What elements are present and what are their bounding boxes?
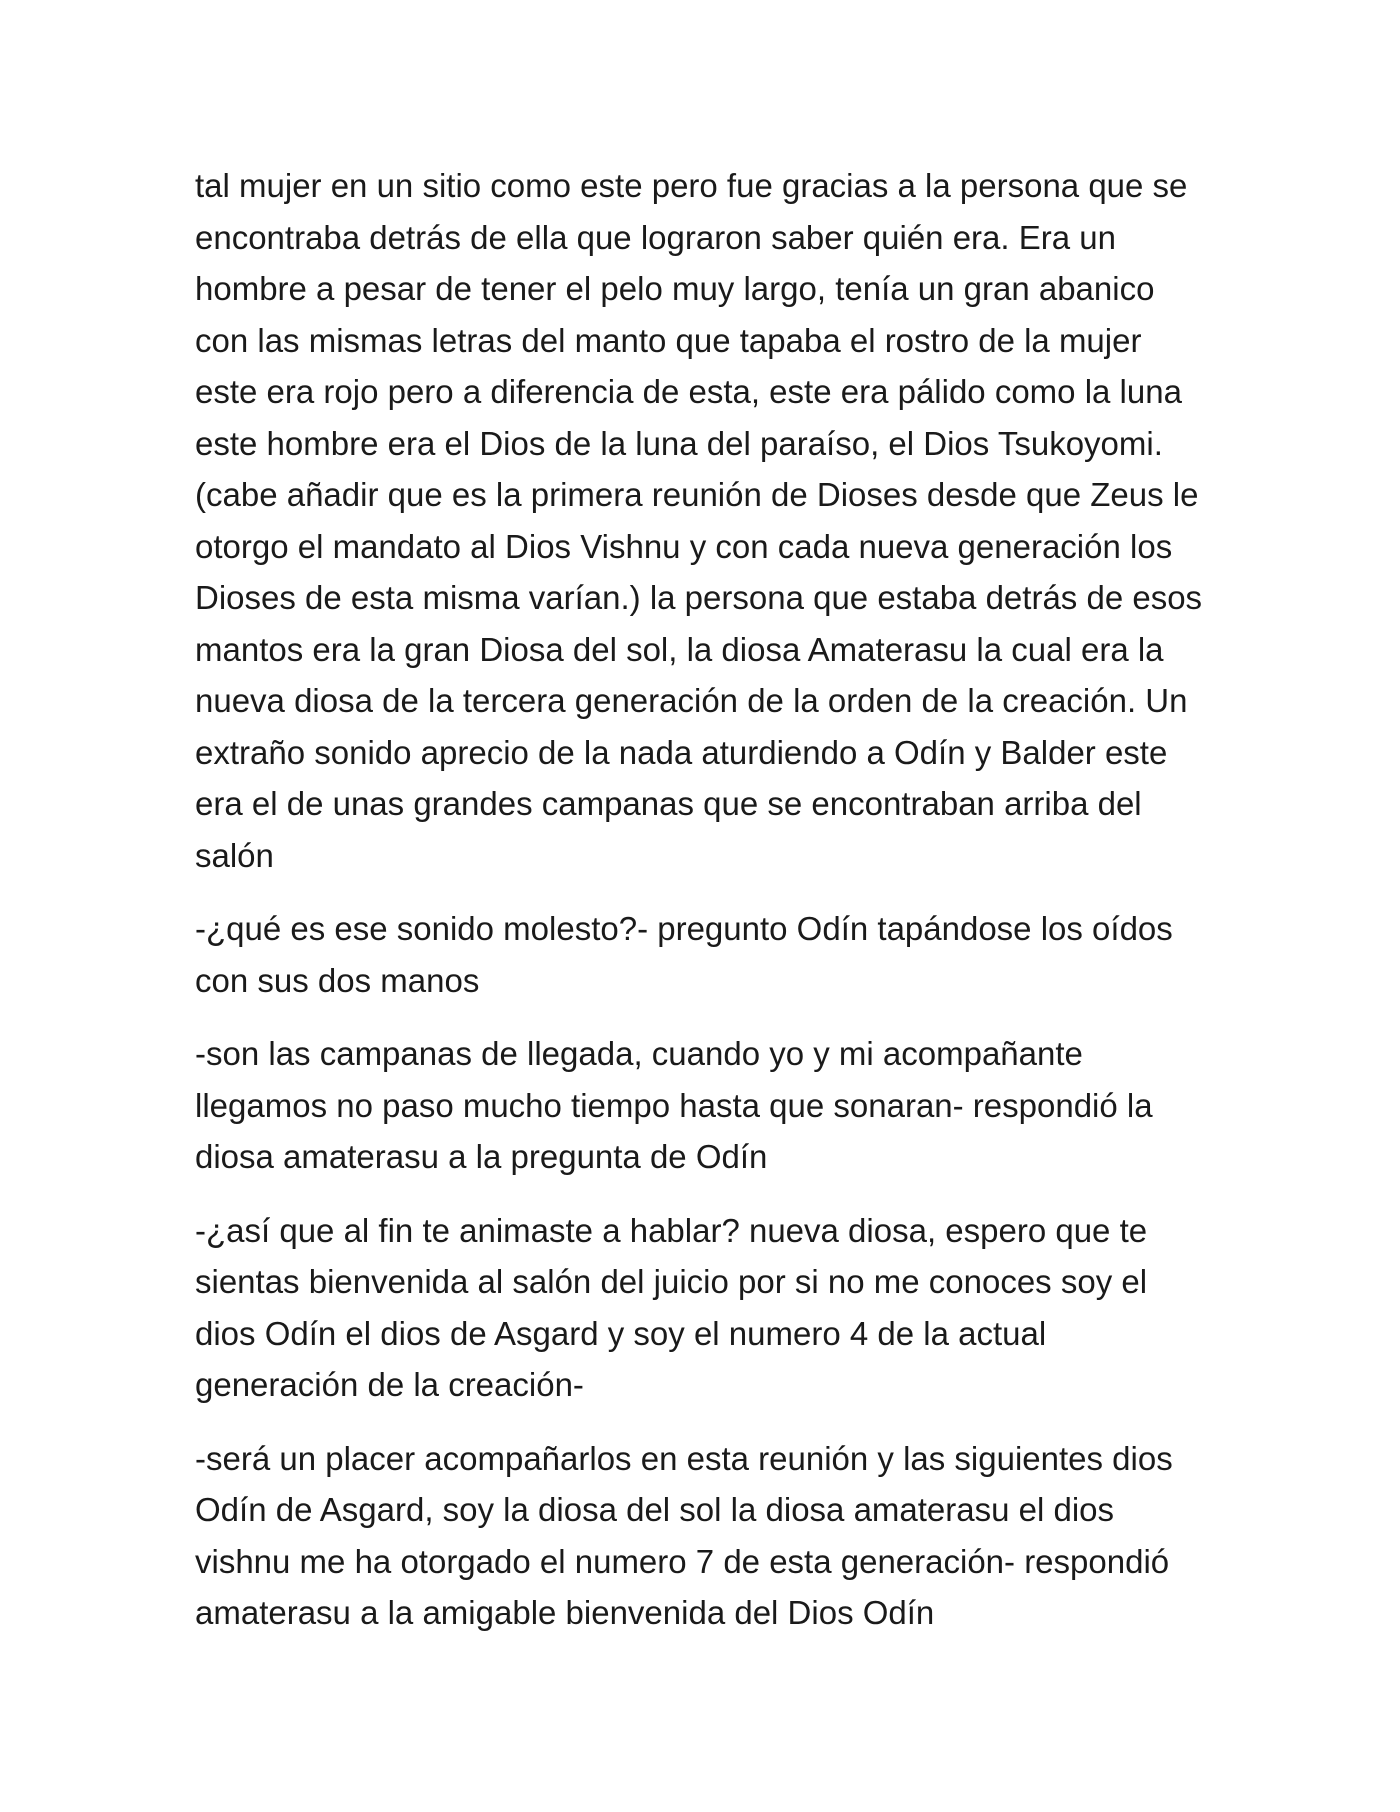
text-line: dios Odín el dios de Asgard y soy el numero 4 de la actual [195, 1314, 1047, 1352]
text-line: (cabe añadir que es la primera reunión de Dioses desde que Zeus le [195, 476, 1199, 513]
text-line: diosa amaterasu a la pregunta de Odín [195, 1138, 768, 1175]
paragraph-dialogue-odin-question [195, 903, 1215, 1006]
text-line: Dioses de esta misma varían.) la persona que estaba detrás de esos [195, 579, 1203, 616]
text-line: -será un placer acompañarlos en esta reunión y las siguientes dios [195, 1439, 1173, 1477]
text-line: extraño sonido aprecio de la nada aturdiendo a Odín y Balder este [195, 733, 1168, 771]
text-line: encontraba detrás de ella que lograron saber quién era. Era un [195, 218, 1116, 256]
paragraph-narration [195, 160, 1215, 881]
text-line: mantos era la gran Diosa del sol, la diosa Amaterasu la cual era la [195, 630, 1164, 668]
paragraph-dialogue-amaterasu-answer [195, 1028, 1215, 1183]
document-body [195, 160, 1215, 1661]
text-line: con las mismas letras del manto que tapaba el rostro de la mujer [195, 321, 1142, 359]
text-line: generación de la creación- [195, 1366, 584, 1403]
text-line: -son las campanas de llegada, cuando yo y mi acompañante [195, 1035, 1083, 1072]
text-line: llegamos no paso mucho tiempo hasta que sonaran- respondió la [195, 1086, 1153, 1124]
paragraph-dialogue-odin-welcome [195, 1205, 1215, 1411]
text-line: amaterasu a la amigable bienvenida del Dios Odín [195, 1594, 935, 1631]
text-line: hombre a pesar de tener el pelo muy largo, tenía un gran abanico [195, 270, 1155, 307]
text-line: sientas bienvenida al salón del juicio por si no me conoces soy el [195, 1263, 1148, 1300]
text-line: Odín de Asgard, soy la diosa del sol la diosa amaterasu el dios [195, 1491, 1115, 1528]
text-line: este era rojo pero a diferencia de esta, este era pálido como la luna [195, 373, 1182, 410]
text-line: otorgo el mandato al Dios Vishnu y con cada nueva generación los [195, 527, 1173, 565]
text-line: era el de unas grandes campanas que se encontraban arriba del [195, 785, 1142, 822]
text-line: con sus dos manos [195, 961, 480, 999]
text-line: vishnu me ha otorgado el numero 7 de esta generación- respondió [195, 1542, 1170, 1580]
text-line: este hombre era el Dios de la luna del paraíso, el Dios Tsukoyomi. [195, 424, 1163, 462]
text-line: nueva diosa de la tercera generación de la orden de la creación. Un [195, 682, 1188, 719]
text-line: salón [195, 836, 274, 874]
paragraph-dialogue-amaterasu-reply [195, 1433, 1215, 1639]
text-line: tal mujer en un sitio como este pero fue gracias a la persona que se [195, 167, 1188, 204]
text-line: -¿qué es ese sonido molesto?- pregunto Odín tapándose los oídos [195, 910, 1173, 947]
text-line: -¿así que al fin te animaste a hablar? nueva diosa, espero que te [195, 1211, 1148, 1249]
